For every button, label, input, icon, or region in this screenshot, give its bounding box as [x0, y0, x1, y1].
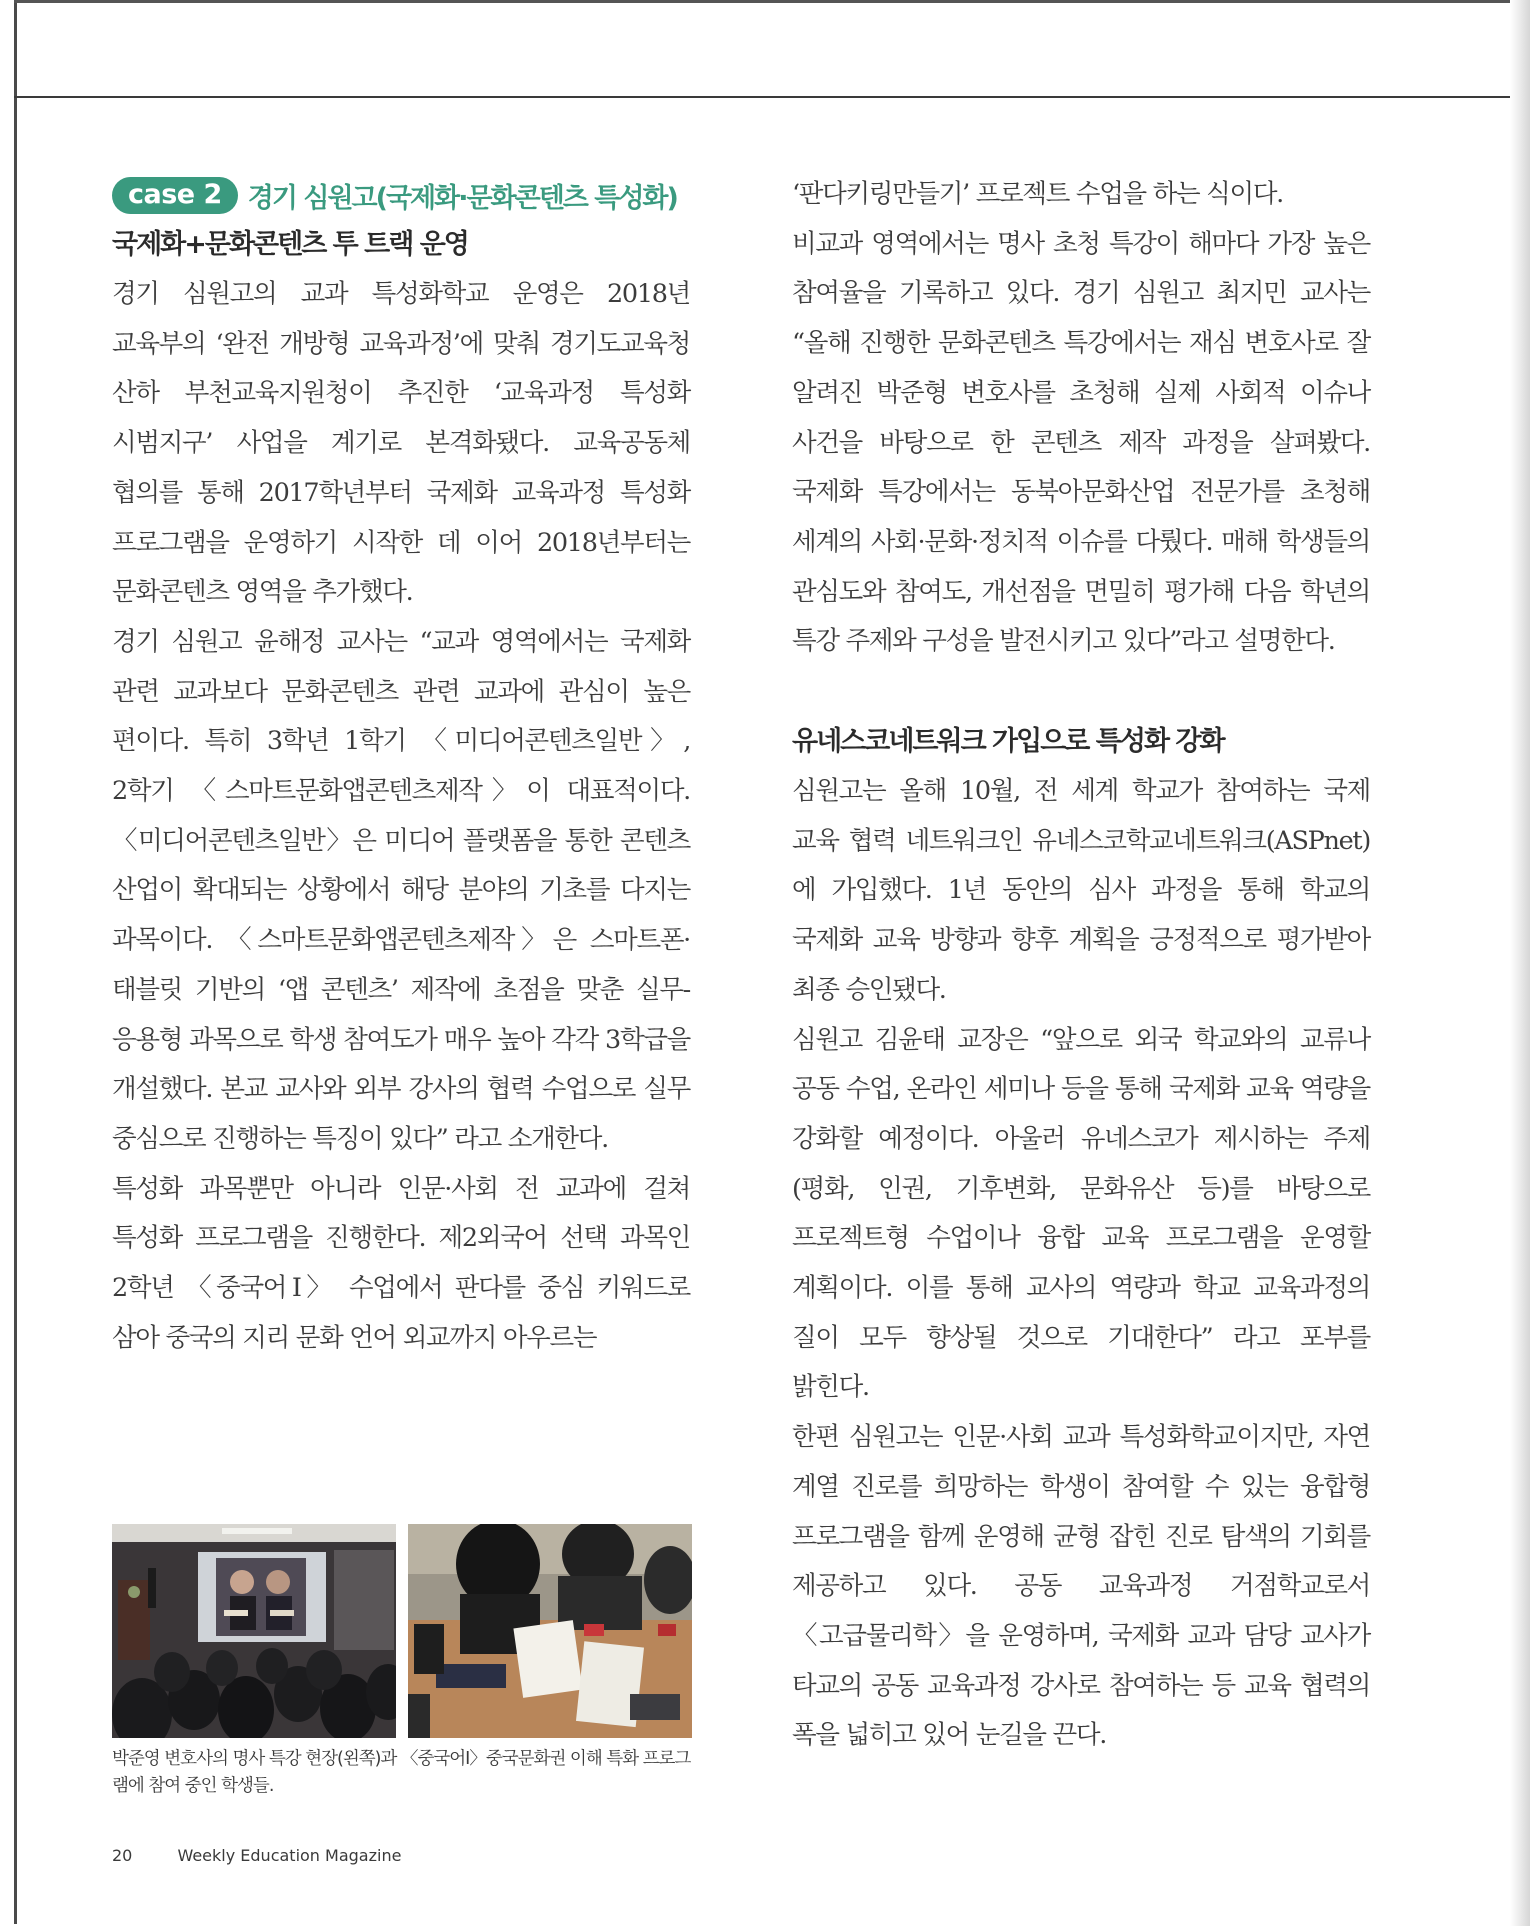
photo-caption: 박준영 변호사의 명사 특강 현장(왼쪽)과 〈중국어Ⅰ〉중국문화권 이해 특화 프로그램에 참여 중인 학생들. — [112, 1749, 691, 1796]
page-number: 20 — [112, 1846, 133, 1865]
case-badge: case 2 — [112, 177, 238, 214]
top-border — [14, 0, 1514, 3]
right-column — [792, 170, 1370, 1761]
page-footer — [112, 1846, 401, 1865]
body-paragraph: 경기 심원고 윤해정 교사는 “교과 영역에서는 국제화 관련 교과보다 문화콘텐츠 관련 교과에 관심이 높은 편이다. 특히 3학년 1학기 〈미디어콘텐츠일반〉, 2학기 〈스마트문화앱콘텐츠제작〉이 대표적이다. 〈미디어콘텐츠일반〉은 미디어 플랫폼을 통한 콘텐츠 산업이 확대되는 상황에서 해당 분야의 기초를 다지는 과목이다. 〈스마트문화앱콘텐츠제작〉은 스마트폰·태블릿 기반의 ‘앱 콘텐츠’ 제작에 초점을 맞춘 실무-응용형 과목으로 학생 참여도가 매우 높아 각각 3학급을 개설했다. 본교 교사와 외부 강사의 협력 수업으로 실무 중심으로 진행하는 특징이 있다” 라고 소개한다. — [112, 626, 690, 1154]
section-heading: 유네스코네트워크 가입으로 특성화 강화 — [792, 726, 1224, 758]
classroom-photo — [408, 1524, 692, 1738]
body-paragraph: 심원고 김윤태 교장은 “앞으로 외국 학교와의 교류나 공동 수업, 온라인 세미나 등을 통해 국제화 교육 역량을 강화할 예정이다. 아울러 유네스코가 제시하는 주제(평화, 인권, 기후변화, 문화유산 등)를 바탕으로 프로젝트형 수업이나 융합 교육 프로그램을 운영할 계획이다. 이를 통해 교사의 역량과 학교 교육과정의 질이 모두 향상될 것으로 기대한다” 라고 포부를 밝힌다. — [792, 1024, 1370, 1403]
body-paragraph: ‘판다키링만들기’ 프로젝트 수업을 하는 식이다. — [792, 179, 1283, 209]
case-heading — [112, 170, 690, 220]
body-paragraph: 한편 심원고는 인문·사회 교과 특성화학교이지만, 자연 계열 진로를 희망하는 학생이 참여할 수 있는 융합형 프로그램을 함께 운영해 균형 잡힌 진로 탐색의 기회를 제공하고 있다. 공동 교육과정 거점학교로서 〈고급물리학〉을 운영하며, 국제화 교과 담당 교사가 타교의 공동 교육과정 강사로 참여하는 등 교육 협력의 폭을 넓히고 있어 눈길을 끈다. — [792, 1422, 1370, 1751]
magazine-name: Weekly Education Magazine — [177, 1846, 402, 1865]
body-paragraph: 경기 심원고의 교과 특성화학교 운영은 2018년 교육부의 ‘완전 개방형 교육과정’에 맞춰 경기도교육청 산하 부천교육지원청이 추진한 ‘교육과정 특성화 시범지구’ 사업을 계기로 본격화됐다. 교육공동체 협의를 통해 2017학년부터 국제화 교육과정 특성화 프로그램을 운영하기 시작한 데 이어 2018년부터는 문화콘텐츠 영역을 추가했다. — [112, 279, 690, 608]
body-paragraph: 비교과 영역에서는 명사 초청 특강이 해마다 가장 높은 참여율을 기록하고 있다. 경기 심원고 최지민 교사는 “올해 진행한 문화콘텐츠 특강에서는 재심 변호사로 잘 알려진 박준형 변호사를 초청해 실제 사회적 이슈나 사건을 바탕으로 한 콘텐츠 제작 과정을 살펴봤다. 국제화 특강에서는 동북아문화산업 전문가를 초청해 세계의 사회·문화·정치적 이슈를 다뤘다. 매해 학생들의 관심도와 참여도, 개선점을 면밀히 평가해 다음 학년의 특강 주제와 구성을 발전시키고 있다”라고 설명한다. — [792, 228, 1370, 657]
body-paragraph: 심원고는 올해 10월, 전 세계 학교가 참여하는 국제 교육 협력 네트워크인 유네스코학교네트워크(ASPnet)에 가입했다. 1년 동안의 심사 과정을 통해 학교의 국제화 교육 방향과 향후 계획을 긍정적으로 평가받아 최종 승인됐다. — [792, 776, 1370, 1005]
body-paragraph: 특성화 과목뿐만 아니라 인문·사회 전 교과에 걸쳐 특성화 프로그램을 진행한다. 제2외국어 선택 과목인 2학년 〈중국어Ⅰ〉 수업에서 판다를 중심 키워드로 삼아 중국의 지리 문화 언어 외교까지 아우르는 — [112, 1173, 690, 1353]
article-subhead: 국제화+문화콘텐츠 투 트랙 운영 — [112, 229, 468, 260]
photo-pair — [112, 1524, 692, 1738]
case-title: 경기 심원고(국제화·문화콘텐츠 특성화) — [247, 182, 677, 214]
header-rule — [14, 96, 1514, 98]
lecture-photo — [112, 1524, 396, 1738]
left-column — [112, 170, 690, 1363]
page-edge-shadow — [1510, 0, 1530, 1926]
